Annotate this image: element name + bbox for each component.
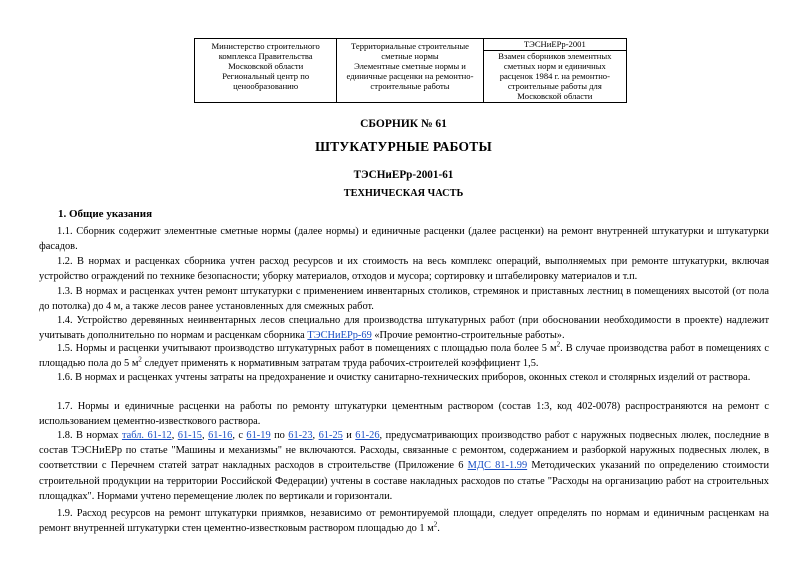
org-line: Министерство строительного	[211, 41, 320, 51]
header-code: ТЭСНиЕРр-2001	[484, 39, 626, 51]
paragraph-1-2	[39, 254, 769, 284]
collection-code: ТЭСНиЕРр-2001-61	[353, 169, 454, 181]
section-heading: 1. Общие указания	[58, 208, 153, 220]
replaces-line: Взамен сборников элементных	[498, 51, 612, 61]
collection-name: ШТУКАТУРНЫЕ РАБОТЫ	[315, 139, 492, 154]
paragraph-1-7	[39, 399, 769, 429]
text-run: ,	[171, 430, 178, 441]
norms-line: Элементные сметные нормы и	[354, 61, 466, 71]
collection-title: СБОРНИК № 61	[360, 118, 447, 130]
replaces-line: сметных норм и единичных	[503, 61, 606, 71]
text-run: 1.5. Нормы и расценки учитывают производство штукатурных работ в помещениях с площадью пола более 5 м	[57, 343, 557, 354]
norms-line: единичные расценки на ремонтно-	[346, 71, 474, 81]
superscript: 2	[556, 340, 561, 349]
link-table-61-23[interactable]: 61-23	[288, 430, 313, 441]
link-table-61-16[interactable]: 61-16	[208, 430, 233, 441]
superscript: 2	[138, 355, 142, 364]
org-line: комплекса Правительства	[218, 51, 313, 61]
norms-line: Территориальные строительные	[350, 41, 469, 51]
paragraph-1-8	[39, 428, 769, 504]
text-run: , предусматривающих производство работ с наружных подвесных люлек, последние в состав ТЭСНиЕРр по статье "Машины и механизмы" не включаются. Расходы, связанные с ремонтом, содержанием и разборкой наружных подвесных люлек, в соответствии с Перечнем статей затрат накладных расходов в строительстве (Приложение 6	[39, 430, 770, 472]
text-run: ,	[202, 430, 209, 441]
norms-line: строительные работы	[370, 81, 450, 91]
paragraph-text: 1.6. В нормах и расценках учтены затраты на предохранение и очистку санитарно-технических приборов, оконных стекол и столярных изделий от раствора.	[57, 372, 751, 383]
header-code-cell	[483, 39, 626, 103]
text-run: 1.8. В нормах	[57, 430, 122, 441]
link-table-61-25[interactable]: 61-25	[318, 430, 343, 441]
link-mds-81-1-99[interactable]: МДС 81-1.99	[467, 460, 528, 472]
text-run: и	[342, 430, 356, 441]
paragraph-1-5	[39, 341, 769, 371]
paragraph-1-6	[39, 370, 769, 385]
header-org-cell	[195, 39, 337, 103]
paragraph-1-1	[39, 224, 769, 254]
link-table-61-15[interactable]: 61-15	[177, 430, 203, 441]
paragraph-text	[39, 313, 769, 343]
org-line: Московской области	[228, 61, 304, 71]
text-run: 1.9. Расход ресурсов на ремонт штукатурки приямков, независимо от ремонтируемой площади, следует определять по нормам и единичным расценкам на ремонт внутренней штукатурки стен цементно-известковым раствором площадью до 1 м	[39, 508, 769, 535]
superscript: 2	[433, 520, 438, 529]
header-replaces	[484, 51, 626, 102]
paragraph-text	[39, 428, 769, 504]
text-run: .	[437, 523, 440, 535]
text-run: по	[270, 430, 289, 441]
paragraph-text	[39, 506, 769, 536]
replaces-line: расценок 1984 г. на ремонтно-	[499, 71, 610, 81]
org-line: Региональный центр по	[222, 71, 310, 81]
text-run: следует применять к нормативным затратам труда рабочих-строителей коэффициент 1,5.	[141, 358, 539, 370]
paragraph-text	[39, 341, 769, 371]
paragraph-1-3	[39, 284, 769, 314]
replaces-line: строительные работы для	[507, 81, 602, 91]
text-run: Методических указаний по определению стоимости строительной продукции на территории Российской Федерации) учтены в составе накладных расходов по статье "Расходы на организацию работ на строительных площадках". Нормами учтено перемещение люлек по вертикали и горизонтали.	[39, 460, 770, 502]
link-tesnierr-69[interactable]: ТЭСНиЕРр-69	[307, 330, 372, 342]
paragraph-text: 1.2. В нормах и расценках сборника учтен расход ресурсов и их стоимость на весь комплекс операций, выполняемых при ремонте штукатурки, включая устройство ограждений по технике безопасности; уборку материалов, отходов и мусора; сортировку и штабелировку материалов и т.п.	[39, 256, 769, 283]
org-line: ценообразованию	[233, 81, 299, 91]
text-run: . В случае производства работ в помещениях с площадью пола до 5 м	[39, 343, 769, 370]
header-table	[194, 38, 627, 103]
text-run: ,	[312, 430, 319, 441]
header-norms-cell	[337, 39, 483, 103]
link-table-61-26[interactable]: 61-26	[355, 430, 380, 441]
paragraph-1-9	[39, 506, 769, 536]
technical-part-title: ТЕХНИЧЕСКАЯ ЧАСТЬ	[343, 188, 464, 199]
text-run: 1.4. Устройство деревянных неинвентарных лесов специально для производства штукатурных работ (при обосновании необходимости в проекте) надлежит учитывать дополнительно по нормам и расценкам сборника	[39, 315, 769, 342]
paragraph-text: 1.3. В нормах и расценках учтен ремонт штукатурки с применением инвентарных столиков, стремянок и приставных лестниц в помещениях высотой (от пола до потолка) до 4 м, а также лесов ранее установленных для смежных работ.	[39, 286, 769, 313]
text-run: , с	[232, 430, 247, 441]
replaces-line: Московской области	[517, 91, 593, 101]
link-table-61-12[interactable]: табл. 61-12	[121, 430, 172, 441]
text-run: «Прочие ремонтно-строительные работы».	[371, 330, 565, 342]
paragraph-text: 1.7. Нормы и единичные расценки на работы по ремонту штукатурки цементным раствором (состав 1:3, код 402-0078) распространяются на ремонт с использованием цементно-известкового раствора.	[39, 401, 769, 428]
link-table-61-19[interactable]: 61-19	[246, 430, 271, 441]
norms-line: сметные нормы	[381, 51, 439, 61]
paragraph-1-4	[39, 313, 769, 343]
paragraph-text: 1.1. Сборник содержит элементные сметные нормы (далее нормы) и единичные расценки (далее расценки) на ремонт внутренней штукатурки и штукатурки фасадов.	[39, 226, 769, 253]
